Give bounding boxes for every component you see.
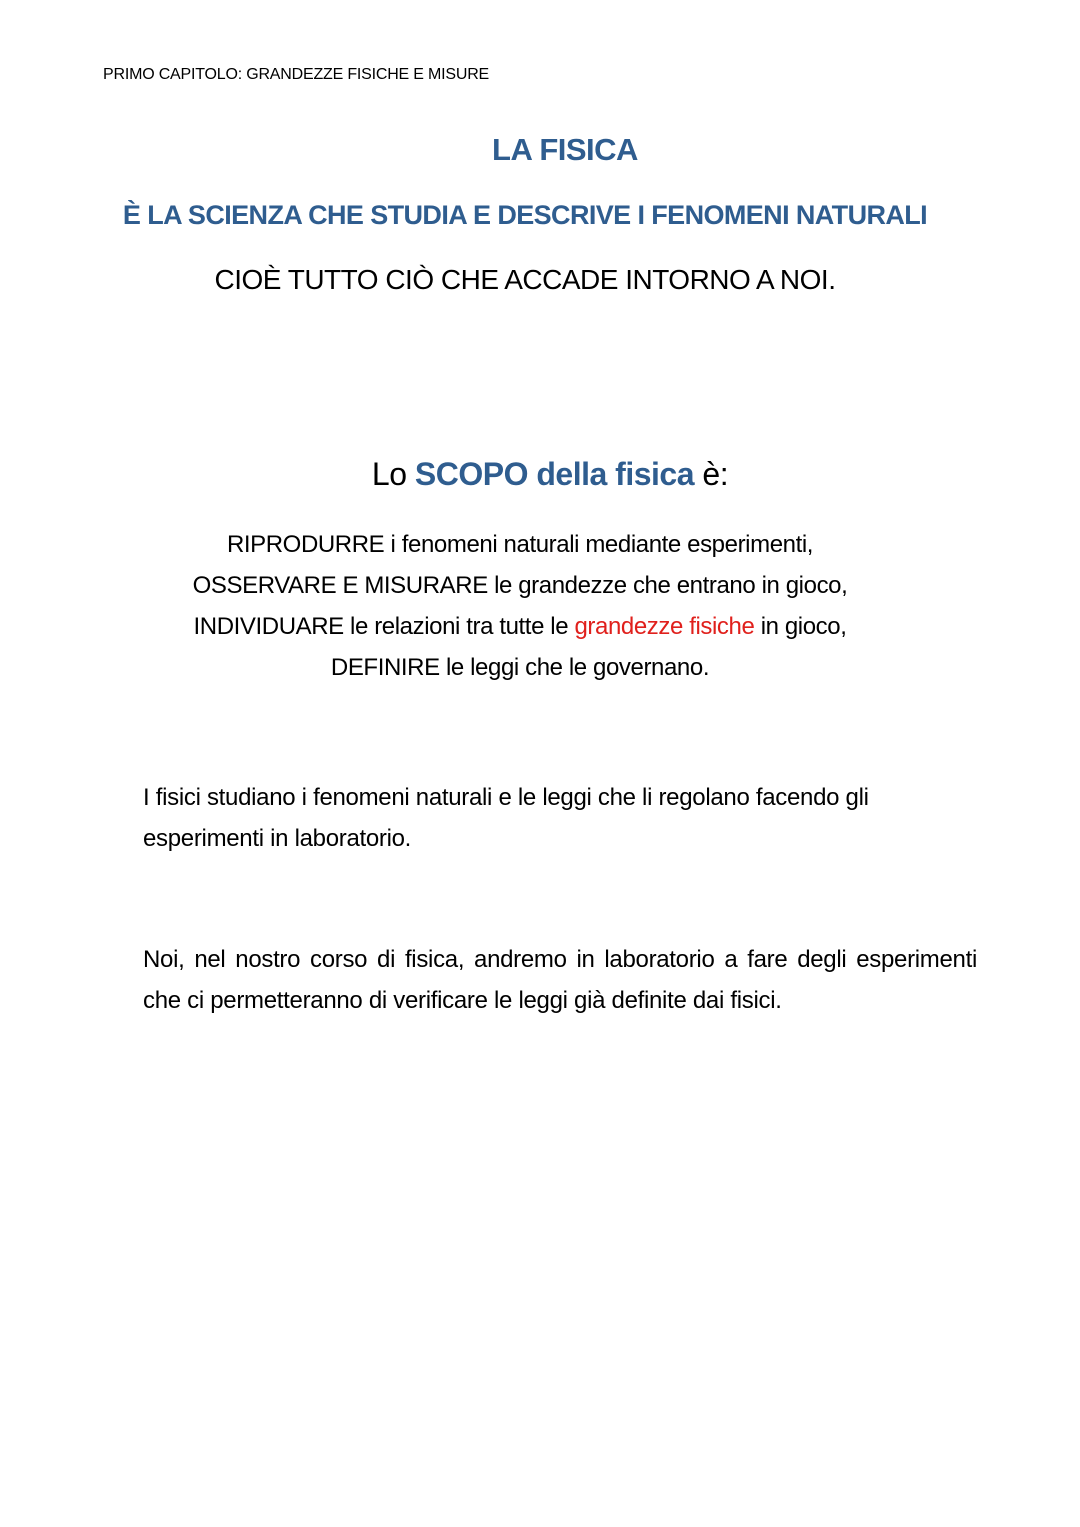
scope-item: RIPRODURRE i fenomeni naturali mediante esperimenti, (226, 531, 814, 558)
scope-prefix: Lo (371, 456, 415, 492)
scope-item (0, 606, 1040, 647)
paragraph: Noi, nel nostro corso di fisica, andremo in laboratorio a fare degli esperimenti che ci permetteranno di verificare le leggi già definite dai fisici. (143, 946, 977, 1014)
scope-heading (0, 456, 1080, 493)
scope-suffix: è: (694, 456, 729, 492)
scope-item: DEFINIRE le leggi che le governano. (330, 654, 710, 681)
definition-heading: È LA SCIENZA CHE STUDIA E DESCRIVE I FENOMENI NATURALI (122, 200, 928, 230)
scope-highlight: SCOPO della fisica (414, 456, 694, 492)
definition-subline: CIOÈ TUTTO CIÒ CHE ACCADE INTORNO A NOI. (214, 264, 836, 295)
scope-item-text: INDIVIDUARE le relazioni tra tutte le (193, 613, 575, 640)
chapter-header: PRIMO CAPITOLO: GRANDEZZE FISICHE E MISURE (103, 66, 490, 83)
page-title: LA FISICA (492, 132, 638, 167)
paragraph: I fisici studiano i fenomeni naturali e le leggi che li regolano facendo gli esperimenti in laboratorio. (143, 784, 869, 852)
physical-quantities-highlight: grandezze fisiche (574, 613, 755, 640)
scope-item: OSSERVARE E MISURARE le grandezze che entrano in gioco, (192, 572, 848, 599)
scope-item-text: in gioco, (754, 613, 847, 640)
scope-list (0, 524, 1080, 688)
